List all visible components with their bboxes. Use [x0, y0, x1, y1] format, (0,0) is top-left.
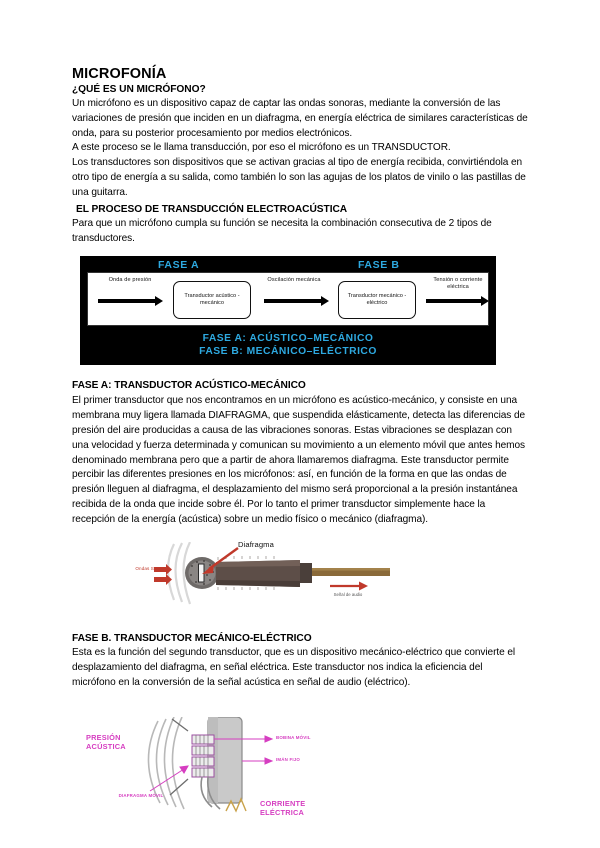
dyn-acoustic-pressure-label: PRESIÓN ACÚSTICA	[86, 732, 126, 752]
diaphragm-plate-icon	[199, 564, 205, 582]
flow-phase-b-label: FASE B	[358, 259, 400, 272]
mic-audio-signal-label: Señal de audio	[333, 591, 363, 597]
flow-box-mechanical-electrical: Transductor mecánico - eléctrico	[338, 281, 416, 319]
microphone-cutaway-illustration	[140, 539, 440, 614]
flow-arrow-mid-icon	[264, 299, 322, 303]
dyn-fixed-magnet-label: IMÁN FIJO	[276, 756, 300, 762]
mic-diaphragm-label: Diafragma	[238, 539, 274, 549]
flow-footer-legend	[80, 326, 496, 358]
dyn-moving-coil-label: BOBINA MÓVIL	[276, 734, 311, 740]
figure-dynamic-transducer	[80, 717, 330, 822]
flow-phase-labels	[80, 259, 496, 272]
flow-diagram-canvas	[87, 272, 489, 326]
page-title: MICROFONÍA	[72, 66, 167, 82]
flow-output-label: Tensión o corriente eléctrica	[433, 277, 483, 291]
section-heading-proceso-transduccion: EL PROCESO DE TRANSDUCCIÓN ELECTROACÚSTICA	[76, 203, 348, 215]
flow-input-label: Onda de presión	[108, 277, 152, 284]
section-heading-fase-b: FASE B. TRANSDUCTOR MECÁNICO-ELÉCTRICO	[72, 632, 312, 644]
figure-microphone-diaphragm	[135, 539, 440, 614]
intro-paragraph-2: A este proceso se le llama transducción, por eso el micrófono es un TRANSDUCTOR.	[72, 142, 451, 154]
flow-mid-label: Oscilación mecánica	[267, 277, 321, 284]
signal-arrow-icon	[330, 581, 368, 590]
flow-arrow-output-icon	[426, 299, 482, 303]
flow-footer-line-2: FASE B: MECÁNICO–ELÉCTRICO	[199, 346, 377, 358]
section-heading-fase-a: FASE A: TRANSDUCTOR ACÚSTICO-MECÁNICO	[72, 380, 306, 392]
dyn-moving-diaphragm-label: DIAFRAGMA MÓVIL	[118, 792, 164, 798]
document-content	[72, 66, 528, 822]
section-text-proceso-transduccion: Para que un micrófono cumpla su función se necesita la combinación consecutiva de 2 tipos de transductores.	[72, 218, 492, 245]
intro-paragraph-1: Un micrófono es un dispositivo capaz de captar las ondas sonoras, mediante la conversión de las variaciones de presión que inciden en un diafragma, en energía eléctrica de similares características de onda, para su posterior procesamiento por medios electrónicos.	[72, 97, 528, 139]
flow-footer-line-1: FASE A: ACÚSTICO–MECÁNICO	[202, 333, 374, 345]
section-text-fase-a: El primer transductor que nos encontramos en un micrófono es acústico-mecánico, y consiste en una membrana muy ligera llamada DIAFRAGMA, que suspendida elásticamente, detecta las diferencias de presión del aire producidas a causa de las vibraciones sonoras. Estas vibraciones se desplazan con una velocidad y fuerza determinada y comunican su movimiento a un elemento móvil que antes hemos denominado membrana pero que a partir de ahora llamaremos diafragma. Este transductor permite percibir las diferentes presiones en los micrófonos: así, en función de la forma en que las ondas de presión lleguen al diafragma, el desplazamiento del mismo será proporcional a la presión instantánea recibida de la onda que incide sobre él. Por lo tanto el primer transductor simplemente hace la recepción de la energía (acústica) sobre un medio físico o mecánico (diafragma).	[72, 395, 526, 525]
intro-paragraph-3: Los transductores son dispositivos que se activan gracias al tipo de energía recibida, convirtiéndola en otro tipo de energía a su salida, como también lo son las agujas de los platos de vinilo o las pastillas de una guitarra.	[72, 157, 526, 198]
flow-arrow-input-icon	[98, 299, 156, 303]
subheading-que-es-un-microfono: ¿QUÉ ES UN MICRÓFONO?	[72, 83, 206, 95]
flow-box-acoustic-mechanical: Transductor acústico - mecánico	[173, 281, 251, 319]
figure-transduction-flow-diagram	[80, 256, 496, 365]
mic-sound-waves-label: Ondas Sonoras	[135, 565, 169, 571]
flow-phase-a-label: FASE A	[158, 259, 200, 272]
dyn-electric-current-label: CORRIENTE ELÉCTRICA	[260, 798, 306, 818]
section-text-fase-b: Esta es la función del segundo transductor, que es un dispositivo mecánico-eléctrico que convierte el desplazamiento del diafragma, en señal eléctrica. Este transductor nos indica la eficiencia del micrófono en la conversión de la señal acústica en señal de audio (eléctrico).	[72, 647, 516, 689]
